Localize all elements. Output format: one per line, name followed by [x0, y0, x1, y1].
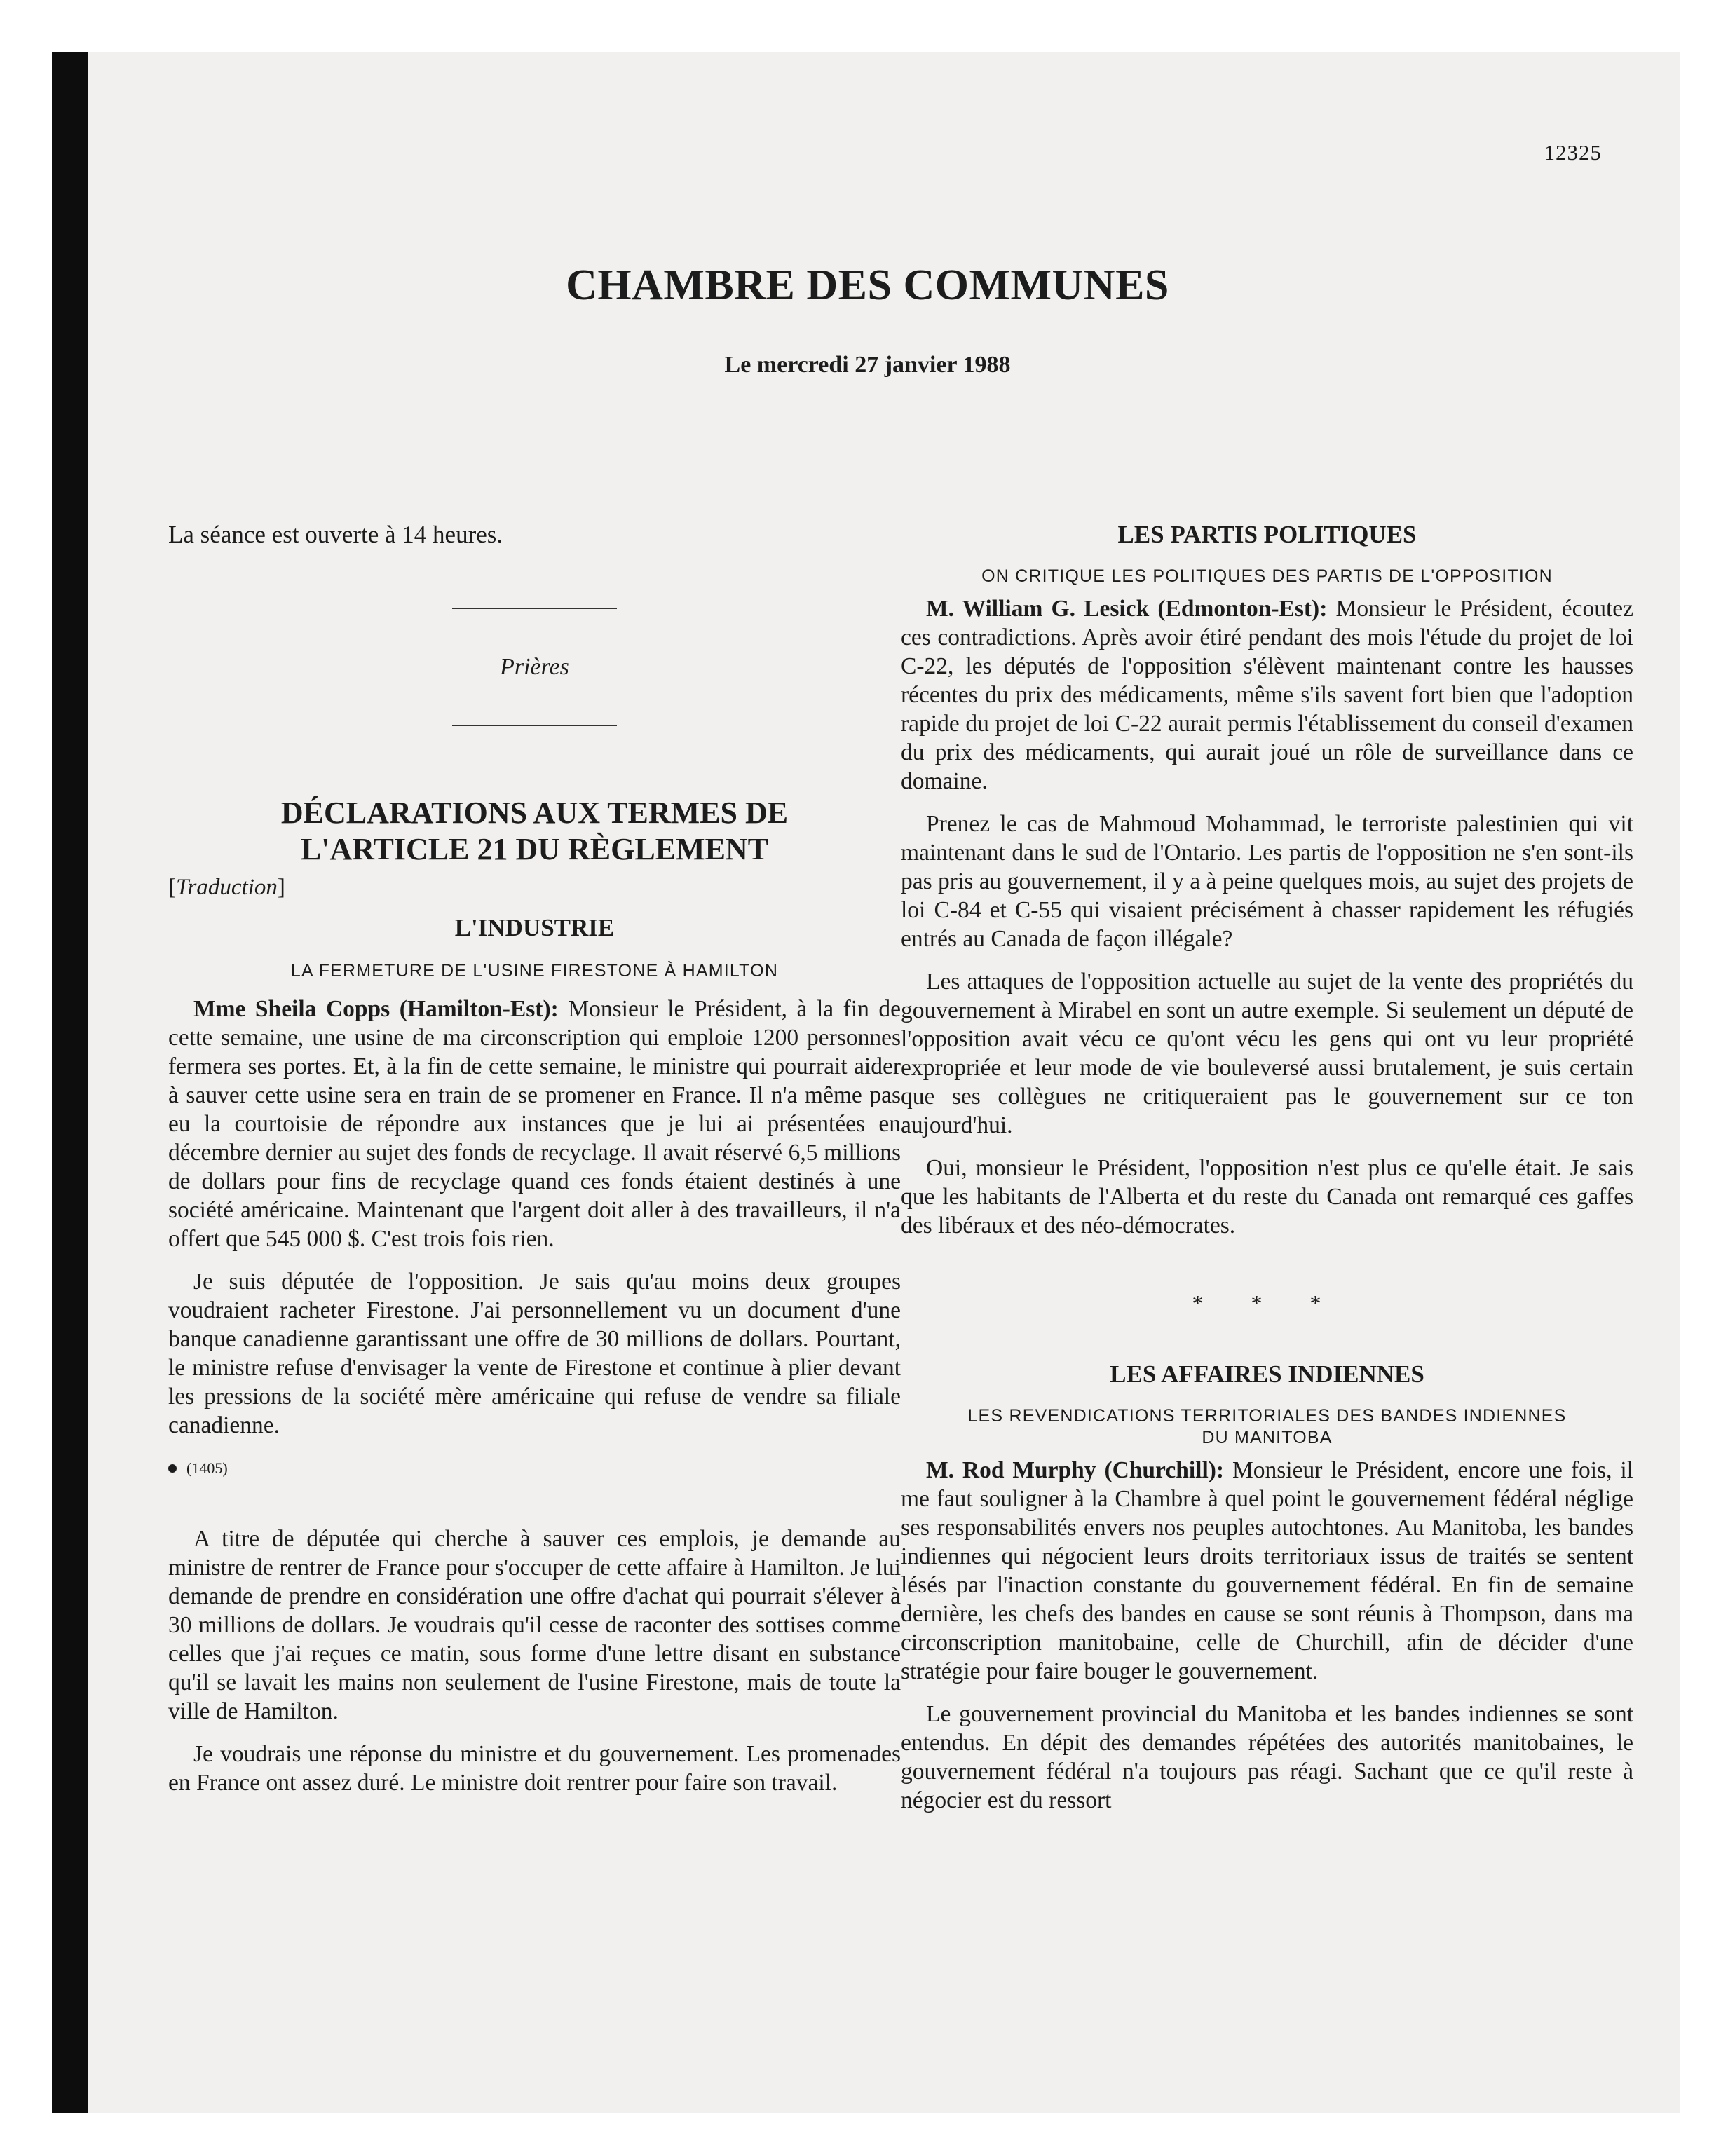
divider-rule [452, 725, 617, 726]
statement-paragraph: Prenez le cas de Mahmoud Mohammad, le terroriste palestinien qui vit maintenant dans le sud de l'Ontario. Les partis de l'opposition ne s'en sont-ils pas pris au gouvernement, il y a à peine quelques mois, au sujet des projets de loi C-84 et C-55 qui visaient précisément à chasser rapidement les réfugiés entrés au Canada de façon illégale? [901, 811, 1633, 952]
speaker-name: M. Rod Murphy (Churchill): [926, 1457, 1225, 1483]
subtopic-heading-line2: DU MANITOBA [1202, 1428, 1333, 1447]
left-column [168, 505, 901, 1797]
statement-paragraph: Je suis députée de l'opposition. Je sais qu'au moins deux groupes voudraient racheter Firestone. J'ai personnellement vu un document d'une banque canadienne garantissant une offre de 30 millions de dollars. Pourtant, le ministre refuse d'envisager la vente de Firestone et continue à plier devant les pressions de la société mère américaine qui refuse de vendre sa filiale canadienne. [168, 1269, 901, 1438]
topic-heading: LES PARTIS POLITIQUES [1117, 521, 1417, 548]
subtopic-heading: LA FERMETURE DE L'USINE FIRESTONE À HAMILTON [290, 961, 779, 981]
translation-note: [Traduction] [168, 875, 285, 900]
section-separator: * * * [1192, 1290, 1342, 1316]
session-date: Le mercredi 27 janvier 1988 [724, 352, 1011, 378]
bullet-icon [168, 1464, 177, 1473]
timestamp-marker: (1405) [168, 1454, 901, 1482]
statement-paragraph: Mme Sheila Copps (Hamilton-Est): Monsieur le Président, à la fin de cette semaine, une usine de ma circonscription qui emploie 1200 personnes fermera ses portes. Et, à la fin de cette semaine, le ministre qui pourrait aider à sauver cette usine sera en train de se promener en France. Il n'a même pas eu la courtoisie de répondre aux instances que je lui ai présentées en décembre dernier au sujet des fonds de recyclage. Il avait réservé 6,5 millions de dollars pour fins de recyclage quand ces fonds étaient destinés à une société américaine. Maintenant que l'argent doit aller à des travailleurs, il n'a offert que 545 000 $. C'est trois fois rien. [168, 996, 901, 1252]
divider-rule [452, 608, 617, 609]
statement-paragraph: M. Rod Murphy (Churchill): Monsieur le Président, encore une fois, il me faut souligner à la Chambre à quel point le gouvernement fédéral néglige ses responsabilités envers nos peuples autochtones. Au Manitoba, les bandes indiennes qui négocient leurs droits territoriaux issus de traités se sentent lésés par l'inaction constante du gouvernement fédéral. En fin de semaine dernière, les chefs des bandes en cause se sont réunis à Thompson, dans ma circonscription manitobaine, celle de Churchill, afin de décider d'une stratégie pour faire bouger le gouvernement. [901, 1457, 1633, 1684]
statement-paragraph: A titre de députée qui cherche à sauver ces emplois, je demande au ministre de rentrer de France pour s'occuper de cette affaire à Hamilton. Je lui demande de prendre en considération une offre d'achat qui pourrait s'élever à 30 millions de dollars. Je voudrais qu'il cesse de raconter des sottises comme celles que j'ai reçues ce matin, sous forme d'une lettre disant en substance qu'il se lavait les mains non seulement de l'usine Firestone, mais de toute la ville de Hamilton. [168, 1526, 901, 1724]
subtopic-heading: ON CRITIQUE LES POLITIQUES DES PARTIS DE L'OPPOSITION [981, 566, 1553, 586]
statement-paragraph: Je voudrais une réponse du ministre et du gouvernement. Les promenades en France ont assez duré. Le ministre doit rentrer pour faire son travail. [168, 1741, 901, 1796]
right-column [901, 505, 1633, 1815]
page-title: CHAMBRE DES COMMUNES [566, 261, 1169, 309]
speaker-name: M. William G. Lesick (Edmonton-Est): [926, 596, 1328, 622]
prayers-heading: Prières [500, 654, 569, 680]
statement-paragraph: M. William G. Lesick (Edmonton-Est): Monsieur le Président, écoutez ces contradictions. Après avoir étiré pendant des mois l'étude du projet de loi C-22, les députés de l'opposition s'élèvent maintenant contre les hausses récentes du prix des médicaments, même s'ils savent fort bien que l'adoption rapide du projet de loi C-22 aurait permis l'établissement du conseil d'examen du prix des médicaments, qui aurait joué un rôle de surveillance dans ce domaine. [901, 596, 1634, 794]
page-number: 12325 [1544, 140, 1602, 165]
topic-heading: L'INDUSTRIE [454, 914, 615, 941]
subtopic-heading-line1: LES REVENDICATIONS TERRITORIALES DES BANDES INDIENNES [967, 1406, 1567, 1426]
statement-paragraph: Oui, monsieur le Président, l'opposition n'est plus ce qu'elle était. Je sais que les habitants de l'Alberta et du reste du Canada ont remarqué ces gaffes des libéraux et des néo-démocrates. [901, 1155, 1633, 1239]
topic-heading: LES AFFAIRES INDIENNES [1110, 1360, 1424, 1388]
sitting-opening: La séance est ouverte à 14 heures. [168, 521, 503, 548]
section-heading-line2: L'ARTICLE 21 DU RÈGLEMENT [300, 832, 769, 866]
speaker-name: Mme Sheila Copps (Hamilton-Est): [193, 996, 559, 1022]
statement-paragraph: Les attaques de l'opposition actuelle au sujet de la vente des propriétés du gouvernement à Mirabel en sont un autre exemple. Si seulement un député de l'opposition avait vécu ce qu'ont vécu les gens qui ont vu leur propriété expropriée et leur mode de vie bouleversé aussi brutalement, je suis certain que ses collègues ne critiqueraient pas le gouvernement sur ce ton aujourd'hui. [901, 969, 1633, 1138]
statement-paragraph: Le gouvernement provincial du Manitoba et les bandes indiennes se sont entendus. En dépit des demandes répétées des autorités manitobaines, le gouvernement fédéral n'a toujours pas réagi. Sachant que ce qu'il reste à négocier est du ressort [901, 1701, 1633, 1813]
section-heading-line1: DÉCLARATIONS AUX TERMES DE [280, 796, 789, 830]
